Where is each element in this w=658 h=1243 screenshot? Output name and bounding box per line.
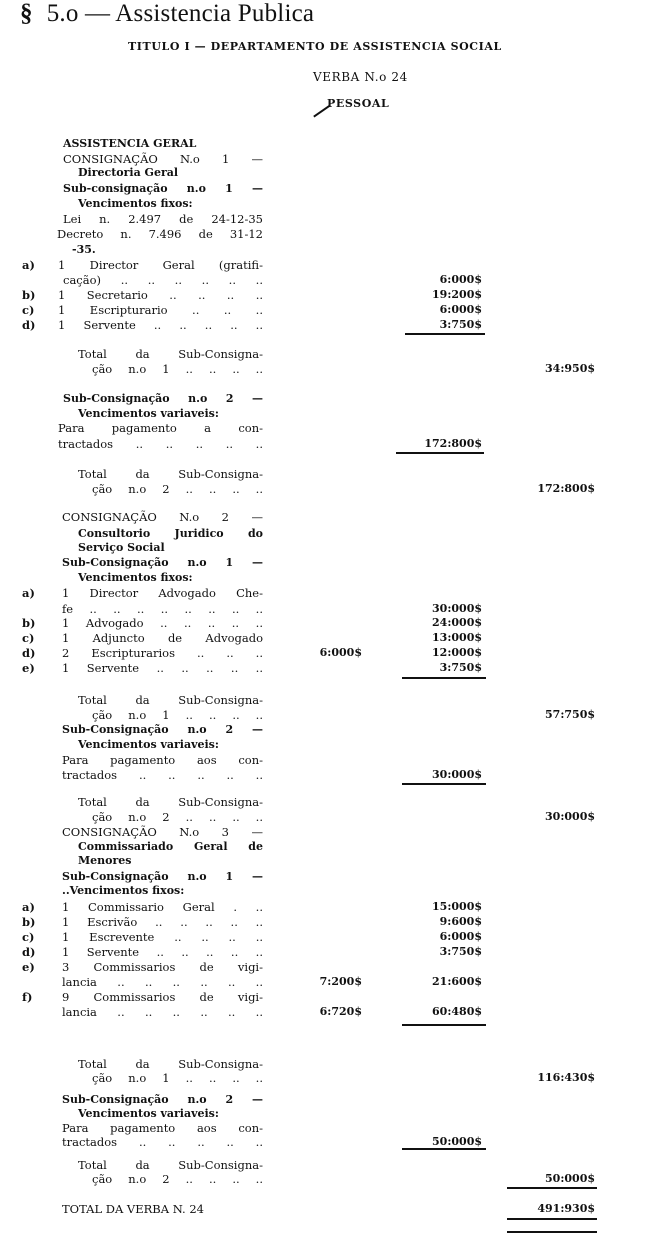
row-label: Total da Sub-Consigna-: [78, 1057, 263, 1071]
amount-c2: 30:000$: [432, 768, 482, 781]
row-label: Total da Sub-Consigna-: [78, 1158, 263, 1172]
row-label: 1 Secretario .. .. .. ..: [58, 288, 263, 302]
amount-c3: 50:000$: [545, 1172, 595, 1185]
item-letter: d): [22, 646, 36, 660]
verba-heading: VERBA N.o 24: [313, 70, 408, 84]
amount-c2: 15:000$: [432, 900, 482, 913]
row-label: Vencimentos variaveis:: [78, 738, 219, 751]
amount-c2: 30:000$: [432, 602, 482, 615]
row-label: CONSIGNAÇÃO N.o 1 —: [63, 152, 263, 166]
row-label: tractados .. .. .. .. ..: [62, 768, 263, 782]
row-label: Sub-Consignação n.o 1 —: [62, 870, 263, 883]
amount-c3: 57:750$: [545, 708, 595, 721]
amount-c3: 30:000$: [545, 810, 595, 823]
row-label: 1 Escripturario .. .. ..: [58, 303, 263, 317]
item-letter: d): [22, 945, 36, 959]
amount-c2: 50:000$: [432, 1135, 482, 1148]
row-label: Total da Sub-Consigna-: [78, 347, 263, 361]
row-label: 1 Adjuncto de Advogado: [62, 631, 263, 645]
row-label: ção n.o 2 .. .. .. ..: [92, 810, 263, 824]
item-letter: a): [22, 586, 35, 600]
row-label: Sub-Consignação n.o 1 —: [62, 556, 263, 569]
amount-c2: 6:000$: [439, 273, 482, 286]
row-label: 1 Servente .. .. .. .. ..: [62, 945, 263, 959]
amount-c2: 9:600$: [439, 915, 482, 928]
item-letter: a): [22, 900, 35, 914]
item-letter: b): [22, 616, 36, 630]
row-label: ção n.o 1 .. .. .. ..: [92, 708, 263, 722]
amount-c2: 6:000$: [439, 303, 482, 316]
row-label: 1 Escrevente .. .. .. ..: [62, 930, 263, 944]
row-label: 1 Director Geral (gratifi-: [58, 258, 263, 272]
row-label: 1 Advogado .. .. .. .. ..: [62, 616, 263, 630]
row-label: ção n.o 2 .. .. .. ..: [92, 1172, 263, 1186]
row-label: Serviço Social: [78, 541, 165, 554]
section-title-text: 5.o — Assistencia Publica: [46, 0, 315, 27]
row-label: Sub-consignação n.o 1 —: [63, 182, 263, 195]
item-letter: f): [22, 990, 33, 1004]
amount-c2: 24:000$: [432, 616, 482, 629]
row-label: Vencimentos fixos:: [78, 571, 193, 584]
row-label: Vencimentos variaveis:: [78, 1107, 219, 1120]
row-label: Para pagamento aos con-: [62, 753, 263, 767]
amount-c2: 3:750$: [439, 945, 482, 958]
sum-rule: [402, 783, 486, 785]
row-label: Decreto n. 7.496 de 31-12: [57, 227, 263, 241]
sum-rule: [507, 1231, 597, 1233]
amount-c2: 19:200$: [432, 288, 482, 301]
row-label: ASSISTENCIA GERAL: [63, 137, 197, 150]
row-label: Sub-Consignação n.o 2 —: [62, 1093, 263, 1106]
row-label: lancia .. .. .. .. .. ..: [62, 975, 263, 989]
row-label: CONSIGNAÇÃO N.o 2 —: [62, 510, 263, 524]
row-label: Total da Sub-Consigna-: [78, 467, 263, 481]
row-label: 1 Escrivão .. .. .. .. ..: [62, 915, 263, 929]
row-label: tractados .. .. .. .. ..: [62, 1135, 263, 1149]
row-label: Sub-Consignação n.o 2 —: [63, 392, 263, 405]
row-label: ção n.o 1 .. .. .. ..: [92, 1071, 263, 1085]
amount-c1: 7:200$: [319, 975, 362, 988]
sum-rule: [402, 1024, 486, 1026]
amount-c1: 6:000$: [319, 646, 362, 659]
titulo-heading: TITULO I — DEPARTAMENTO DE ASSISTENCIA SOCIAL: [128, 40, 502, 53]
row-label: ..Vencimentos fixos:: [62, 884, 185, 897]
row-label: lancia .. .. .. .. .. ..: [62, 1005, 263, 1019]
amount-c3: 34:950$: [545, 362, 595, 375]
item-letter: e): [22, 960, 35, 974]
amount-c2: 6:000$: [439, 930, 482, 943]
row-label: 1 Servente .. .. .. .. ..: [58, 318, 263, 332]
item-letter: c): [22, 631, 35, 645]
amount-c3: 172:800$: [537, 482, 595, 495]
item-letter: b): [22, 288, 36, 302]
row-label: 1 Commissario Geral . ..: [62, 900, 263, 914]
item-letter: e): [22, 661, 35, 675]
row-label: Total da Sub-Consigna-: [78, 693, 263, 707]
item-letter: d): [22, 318, 36, 332]
row-label: ção n.o 1 .. .. .. ..: [92, 362, 263, 376]
row-label: CONSIGNAÇÃO N.o 3 —: [62, 825, 263, 839]
item-letter: b): [22, 915, 36, 929]
row-label: 1 Servente .. .. .. .. ..: [62, 661, 263, 675]
pessoal-heading: PESSOAL: [327, 97, 390, 110]
row-label: Para pagamento a con-: [58, 421, 263, 435]
row-label: Lei n. 2.497 de 24-12-35: [63, 212, 263, 226]
section-mark: §: [20, 0, 33, 27]
sum-rule: [405, 333, 485, 335]
row-label: Vencimentos fixos:: [78, 197, 193, 210]
amount-c2: 13:000$: [432, 631, 482, 644]
section-title: [20, 0, 314, 28]
amount-c1: 6:720$: [319, 1005, 362, 1018]
sum-rule: [507, 1218, 597, 1220]
row-label: Directoria Geral: [78, 166, 179, 179]
amount-c3: 116:430$: [537, 1071, 595, 1084]
sum-rule: [402, 1148, 486, 1150]
item-letter: c): [22, 930, 35, 944]
row-label: cação) .. .. .. .. .. ..: [63, 273, 263, 287]
row-label: Menores: [78, 854, 132, 867]
row-label: 9 Commissarios de vigi-: [62, 990, 263, 1004]
sum-rule: [507, 1187, 597, 1189]
row-label: 2 Escripturarios .. .. ..: [62, 646, 263, 660]
amount-c2: 12:000$: [432, 646, 482, 659]
row-label: Sub-Consignação n.o 2 —: [62, 723, 263, 736]
sum-rule: [396, 452, 484, 454]
amount-c2: 60:480$: [432, 1005, 482, 1018]
row-label: Para pagamento aos con-: [62, 1121, 263, 1135]
row-label: Vencimentos variaveis:: [78, 407, 219, 420]
amount-c2: 3:750$: [439, 318, 482, 331]
row-label: -35.: [72, 243, 96, 256]
amount-c3: 491:930$: [537, 1202, 595, 1215]
amount-c2: 3:750$: [439, 661, 482, 674]
amount-c2: 172:800$: [424, 437, 482, 450]
row-label: tractados .. .. .. .. ..: [58, 437, 263, 451]
item-letter: a): [22, 258, 35, 272]
sum-rule: [402, 677, 486, 679]
row-label: ção n.o 2 .. .. .. ..: [92, 482, 263, 496]
row-label: fe .. .. .. .. .. .. .. ..: [62, 602, 263, 616]
row-label: 3 Commissarios de vigi-: [62, 960, 263, 974]
amount-c2: 21:600$: [432, 975, 482, 988]
row-label: Commissariado Geral de: [78, 840, 263, 853]
row-label: TOTAL DA VERBA N. 24: [62, 1202, 204, 1216]
item-letter: c): [22, 303, 35, 317]
row-label: 1 Director Advogado Che-: [62, 586, 263, 600]
row-label: Consultorio Juridico do: [78, 527, 263, 540]
row-label: Total da Sub-Consigna-: [78, 795, 263, 809]
